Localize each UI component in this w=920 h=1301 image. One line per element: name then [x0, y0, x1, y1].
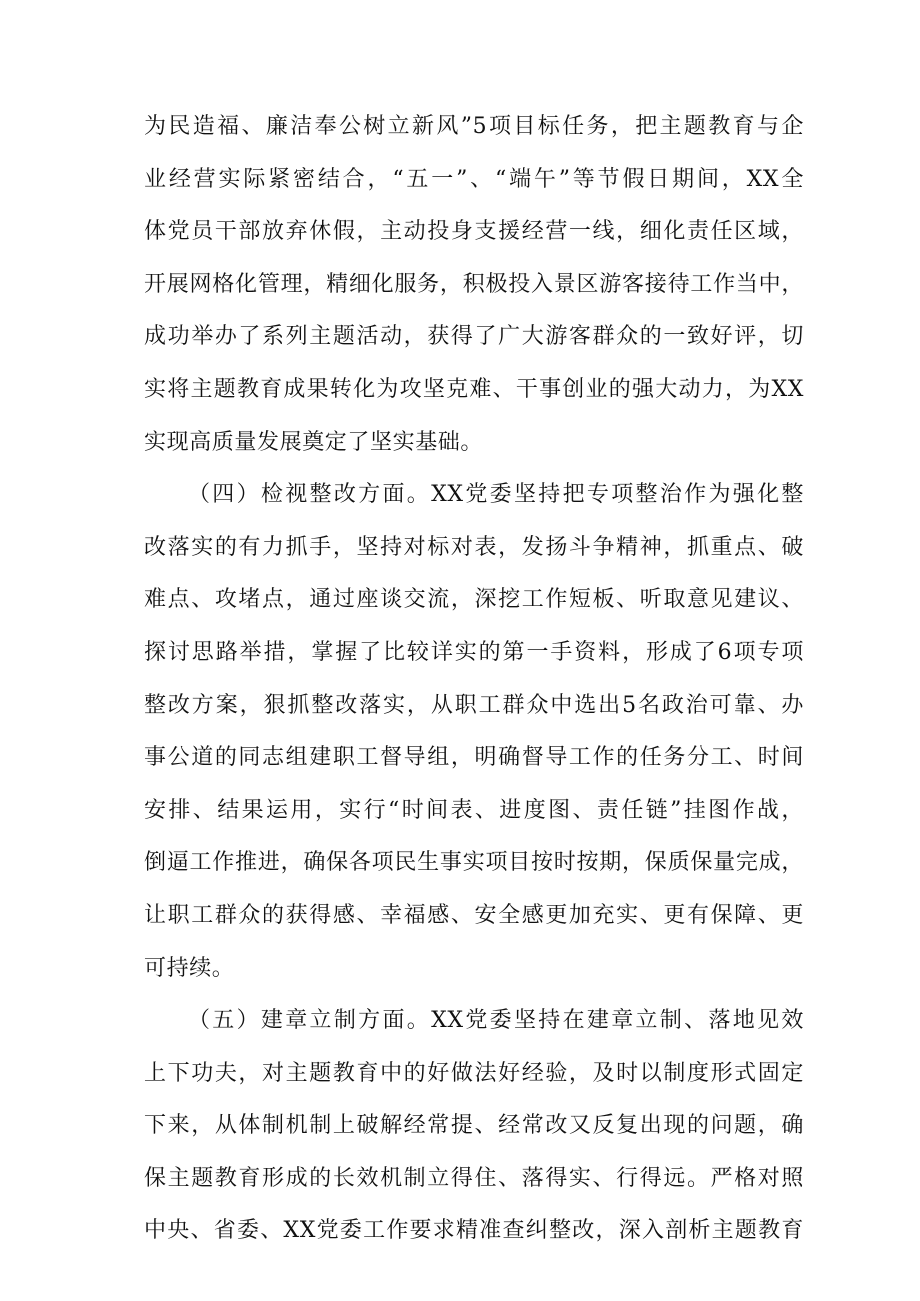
text-line-22: 中央、省委、XX党委工作要求精准查纠整改，深入剖析主题教育 — [144, 1218, 804, 1244]
text-line-4: 开展网格化管理，精细化服务，积极投入景区游客接待工作当中， — [144, 271, 804, 297]
text-line-17: 可持续。 — [144, 955, 235, 981]
text-line-5: 成功举办了系列主题活动，获得了广大游客群众的一致好评，切 — [144, 324, 804, 350]
text-line-9: 改落实的有力抓手，坚持对标对表，发扬斗争精神，抓重点、破 — [144, 534, 804, 560]
text-line-7: 实现高质量发展奠定了坚实基础。 — [144, 429, 484, 455]
text-line-6: 实将主题教育成果转化为攻坚克难、干事创业的强大动力，为XX — [144, 376, 804, 402]
text-line-20: 下来，从体制机制上破解经常提、经常改又反复出现的问题，确 — [144, 1113, 804, 1139]
text-line-12: 整改方案，狠抓整改落实，从职工群众中选出5名政治可靠、办 — [144, 692, 804, 718]
text-line-16: 让职工群众的获得感、幸福感、安全感更加充实、更有保障、更 — [144, 902, 804, 928]
text-line-1: 为民造福、廉洁奉公树立新风”5项目标任务，把主题教育与企 — [144, 114, 804, 139]
text-line-2: 业经营实际紧密结合，“五一”、“端午”等节假日期间，XX全 — [144, 166, 804, 192]
text-line-10: 难点、攻堵点，通过座谈交流，深挖工作短板、听取意见建议、 — [144, 587, 804, 613]
text-line-21: 保主题教育形成的长效机制立得住、落得实、行得远。严格对照 — [144, 1165, 804, 1191]
text-line-14: 安排、结果运用，实行“时间表、进度图、责任链”挂图作战， — [144, 797, 804, 823]
paragraph-4-heading-line: （四）检视整改方面。XX党委坚持把专项整治作为强化整 — [188, 482, 804, 508]
text-line-3: 体党员干部放弃休假，主动投身支援经营一线，细化责任区域， — [144, 219, 804, 245]
text-line-19: 上下功夫，对主题教育中的好做法好经验，及时以制度形式固定 — [144, 1060, 804, 1086]
text-line-13: 事公道的同志组建职工督导组，明确督导工作的任务分工、时间 — [144, 745, 804, 771]
paragraph-5-heading-line: （五）建章立制方面。XX党委坚持在建章立制、落地见效 — [188, 1008, 804, 1034]
text-line-15: 倒逼工作推进，确保各项民生事实项目按时按期，保质保量完成， — [144, 850, 804, 876]
text-line-11: 探讨思路举措，掌握了比较详实的第一手资料，形成了6项专项 — [144, 639, 804, 665]
body-text — [144, 109, 804, 1266]
